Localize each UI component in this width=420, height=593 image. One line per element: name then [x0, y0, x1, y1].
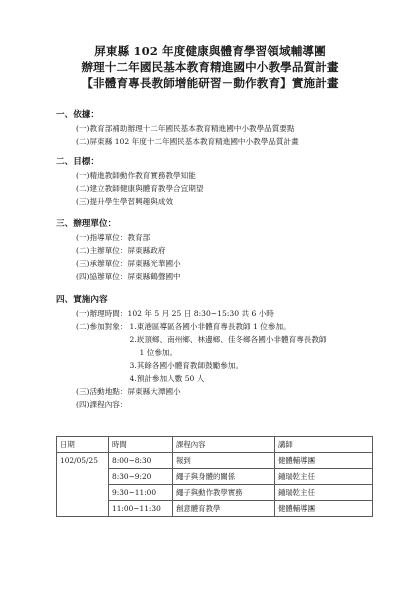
cell-time: 8:30~9:20: [109, 469, 173, 485]
participants-list: [130, 320, 327, 385]
table-row: [57, 485, 373, 501]
list-item: 2.崁頂鄉、南州鄉、林邊鄉、佳冬鄉各國小非體育專長教師: [129, 335, 327, 344]
cell-time: 11:00~11:30: [109, 501, 173, 517]
list-item: (四)協辦單位：屏東縣鶴聲國中: [76, 272, 181, 281]
cell-date: 102/05/25: [57, 453, 109, 469]
list-item: (一)指導單位：教育部: [76, 233, 151, 242]
list-item: 3.其餘各國小體育教師鼓勵參加。: [129, 361, 244, 370]
cell-speaker: 鍾瑞乾主任: [275, 469, 373, 485]
section-heading: 四、實施內容: [56, 295, 108, 305]
table-row: [57, 469, 373, 485]
table-row: [57, 453, 373, 469]
section-heading: 三、辦理單位：: [56, 219, 117, 229]
schedule-time: (一)辦理時間：102 年 5 月 25 日 8:30~15:30 共 6 小時: [76, 309, 274, 318]
cell-time: 8:00~8:30: [109, 453, 173, 469]
program-label: (四)課程內容：: [76, 400, 128, 409]
header-date: 日期: [57, 437, 109, 453]
header-speaker: 講師: [275, 437, 373, 453]
title-line-2: 辦理十二年國民基本教育精進國中小教學品質計畫: [81, 60, 339, 74]
section-heading: 二、目標：: [56, 157, 99, 167]
list-item: 4.預計參加人數 50 人: [129, 374, 205, 383]
header-time: 時間: [109, 437, 173, 453]
list-item: (一)精進教師動作教育實務教學知能: [76, 171, 196, 180]
document-title: [0, 43, 420, 91]
table-header-row: [57, 437, 373, 453]
list-item: 1.東港區導區各國小非體育專長教師 1 位參加。: [129, 322, 291, 331]
cell-speaker: 鍾瑞乾主任: [275, 485, 373, 501]
cell-course: 報到: [173, 453, 275, 469]
list-item: (二)建立教師健康與體育教學合宜期望: [76, 184, 204, 193]
section-basis: [56, 109, 396, 148]
cell-course: 繩子與身體的關係: [173, 469, 275, 485]
list-item: (二)主辦單位：屏東縣政府: [76, 246, 166, 255]
section-goals: [56, 156, 396, 208]
cell-course: 創意體育教學: [173, 501, 275, 517]
table-row: [57, 501, 373, 517]
cell-speaker: 健體輔導團: [275, 501, 373, 517]
title-line-1: 屏東縣 102 年度健康與體育學習領域輔導團: [94, 44, 326, 58]
cell-course: 繩子與動作教學實務: [173, 485, 275, 501]
cell-speaker: 健體輔導團: [275, 453, 373, 469]
location: (三)活動地點：屏東縣大潭國小: [76, 387, 181, 396]
schedule-table: [56, 436, 373, 517]
list-item: (一)教育部補助辦理十二年國民基本教育精進國中小教學品質要點: [76, 124, 295, 133]
header-course: 課程內容: [173, 437, 275, 453]
cell-time: 9:30~11:00: [109, 485, 173, 501]
section-content: [56, 294, 396, 411]
participants-block: [56, 320, 396, 385]
list-item: (二)屏東縣 102 年度十二年國民基本教育精進國中小教學品質計畫: [76, 137, 299, 146]
cell-date: [57, 501, 109, 517]
participants-label: (二)參加對象：: [76, 322, 128, 331]
section-heading: 一、依據：: [56, 110, 99, 120]
list-item: 1 位參加。: [139, 348, 178, 357]
list-item: (三)承辦單位：屏東縣光華國小: [76, 259, 181, 268]
title-line-3: 【非體育專長教師增能研習－動作教育】實施計畫: [81, 76, 339, 90]
list-item: (三)提升學生學習興趣與成效: [76, 197, 174, 206]
cell-date: [57, 469, 109, 485]
cell-date: [57, 485, 109, 501]
section-units: [56, 218, 396, 283]
